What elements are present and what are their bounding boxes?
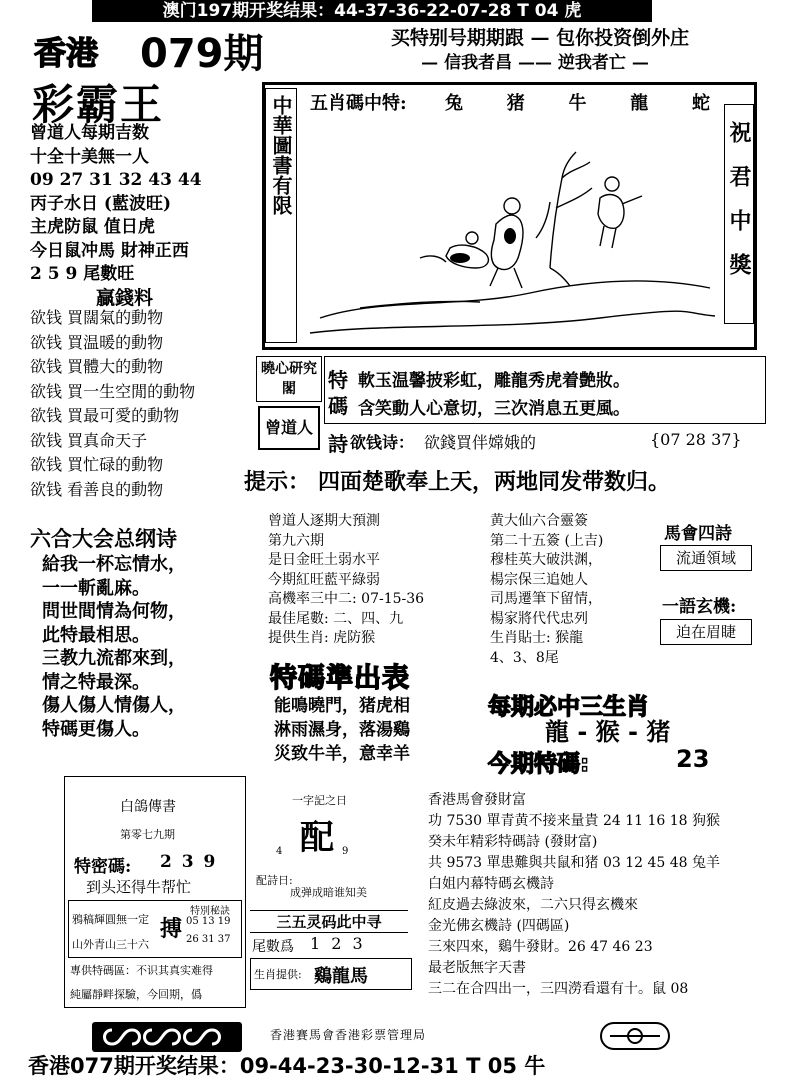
ink-illustration — [300, 118, 720, 343]
special-code-value: 23 — [676, 745, 710, 773]
dream-char: 配 — [300, 818, 334, 858]
forecast-block — [268, 512, 424, 649]
intro-line: 今日鼠冲馬 財神正西 — [30, 240, 189, 261]
top-result-banner: 澳门197期开奖结果：44-37-36-22-07-28 T 04 虎 — [92, 0, 652, 22]
intro-line: 09 27 31 32 43 44 — [30, 170, 202, 190]
pigeon-hidden-num-2: 26 31 37 — [186, 934, 231, 945]
special-out-title: 特碼準出表 — [270, 663, 410, 694]
pigeon-stamp-char: 搏 — [160, 916, 183, 942]
left-vertical-banner — [265, 88, 297, 343]
masthead-region: 香港 — [34, 34, 99, 72]
horse-poem-value: 流通領域 — [660, 545, 752, 571]
hint-text: 四面楚歌奉上天，两地同发带数归。 — [318, 470, 671, 495]
lower-right-line: 最老版無字天書 — [428, 960, 526, 976]
intro-line: 2 5 9 尾數旺 — [30, 264, 135, 284]
forecast-line: 高機率三中二: 07-15-36 — [268, 591, 425, 607]
huang-line: 4、3、8尾 — [490, 649, 559, 666]
lower-right-line: 金光佛玄機詩 (四碼區) — [428, 918, 570, 934]
lower-right-line: 紅皮過去綠波來，二六只得玄機來 — [428, 897, 638, 913]
pigeon-issue: 第零七九期 — [120, 828, 175, 841]
zodiac-item: 牛 — [568, 93, 587, 114]
jockey-club-logo-icon — [602, 1024, 668, 1048]
zodiac-item: 龍 — [630, 93, 649, 114]
footer-strip-text: 香港賽馬會香港彩票管理局 — [270, 1028, 427, 1042]
zodiac-provide-value: 鷄龍馬 — [314, 966, 368, 987]
zodiac-item: 兔 — [445, 93, 463, 114]
pigeon-special-label: 特密碼: — [74, 857, 132, 877]
liuhe-line: 特碼更傷人。 — [42, 718, 150, 740]
five-zodiac-list — [445, 89, 710, 115]
pigeon-phrase-1: 山外青山三十六 — [72, 938, 149, 951]
poem-line-1: 軟玉温馨披彩虹，雕龍秀虎着艶妝。 — [358, 371, 630, 391]
liuhe-line: 一一斬亂麻。 — [42, 577, 150, 599]
poem-line-3: 欲錢買伴嫦娥的 — [424, 433, 537, 452]
five-zodiac-label: 五肖碼中特: — [310, 93, 407, 114]
huang-line: 第二十五簽 (上吉) — [490, 532, 604, 549]
special-out-lines — [274, 694, 410, 766]
huang-line: 楊宗保三追她人 — [490, 571, 588, 588]
poem-line-2: 含笑動人心意切，三次消息五更風。 — [358, 399, 630, 419]
pigeon-title: 白鴿傳書 — [120, 799, 176, 815]
dream-text: 成弹成暗谁知美 — [290, 886, 367, 899]
lower-right-block — [428, 790, 720, 1000]
liuhe-line: 情之特最深。 — [42, 671, 150, 693]
pigeon-special-value: 2 3 9 — [160, 852, 218, 872]
footer-logo-right — [600, 1022, 670, 1050]
huang-line: 司馬遷筆下留情， — [490, 591, 602, 607]
lower-right-line: 香港馬會發財富 — [428, 792, 526, 808]
poem-line-3-label: 欲钱诗： — [350, 433, 415, 452]
zodiac-item: 猪 — [506, 93, 525, 114]
liuhe-line: 三教九流都來到， — [42, 648, 186, 669]
special-code-label: 今期特碼: — [488, 751, 590, 777]
forecast-line: 是日金旺土弱水平 — [268, 552, 380, 568]
tail-value: 1 2 3 — [310, 934, 366, 953]
win-item: 欲钱 買闊氣的動物 — [30, 308, 164, 327]
poem-side-label-3: 詩 — [328, 432, 348, 456]
liuhe-line: 此特最相思。 — [42, 624, 150, 646]
dream-label: 配詩日: — [256, 874, 293, 887]
win-item: 欲钱 買温暖的動物 — [30, 332, 164, 352]
pigeon-exclusive: 專供特碼區：不识其真实难得 — [70, 964, 213, 977]
hint-label: 提示： — [244, 470, 311, 495]
win-item: 欲钱 買最可愛的動物 — [30, 406, 180, 425]
zodiac-item: 蛇 — [692, 93, 710, 114]
dream-title: 一字記之日 — [292, 794, 347, 807]
forecast-line: 今期紅旺藍平綠弱 — [268, 571, 380, 588]
liuhe-title: 六合大会总纲诗 — [30, 526, 177, 551]
huang-block — [490, 512, 603, 668]
lower-right-line: 三二在合四出一，三四澇看還有十。鼠 08 — [428, 981, 689, 997]
liuhe-lines — [42, 553, 186, 741]
huang-line: 黄大仙六合靈簽 — [490, 513, 588, 529]
pigeon-bottom-text: 純屬靜畔探驗，今回期，僞 — [70, 988, 202, 1001]
win-material-list — [30, 306, 195, 502]
poem-side-label-1: 特 — [328, 368, 348, 392]
lower-right-line: 功 7530 單青黄不接来量貴 24 11 16 18 狗猴 — [428, 813, 721, 829]
three-zodiac-animals: 龍 - 猴 - 猪 — [545, 718, 671, 746]
footer-result: 香港077期开奖结果：09-44-23-30-12-31 T 05 牛 — [28, 1054, 546, 1078]
tail-label: 尾數爲 — [252, 939, 294, 955]
lottery-logo-icon — [92, 1022, 242, 1052]
intro-line: 曾道人每期吉数 — [30, 123, 149, 143]
masthead-issue: 079期 — [140, 31, 264, 77]
lower-right-line: 癸未年精彩特碼詩 (發財富) — [428, 834, 598, 850]
lower-right-line: 白姐内幕特碼玄機詩 — [428, 876, 554, 892]
liuhe-line: 問世間情為何物， — [42, 601, 186, 622]
huang-line: 生肖貼士: 猴龍 — [490, 630, 584, 646]
lower-right-line: 三來四來，鷄牛發財。26 47 46 23 — [428, 939, 653, 955]
horse-poem-title: 馬會四詩 — [664, 524, 732, 544]
special-out-line: 能鳴曉門，猪虎相 — [274, 696, 410, 716]
stamp-box-top: 曉心研究閣 — [256, 356, 322, 402]
lower-right-line: 共 9573 單患難與共鼠和猪 03 12 45 48 兔羊 — [428, 855, 721, 871]
win-item: 欲钱 買真命天子 — [30, 430, 148, 450]
win-item: 欲钱 買體大的動物 — [30, 357, 164, 376]
three-zodiac-title: 每期必中三生肖 — [488, 694, 649, 720]
intro-line: 丙子水日 (藍波旺) — [30, 193, 172, 214]
stamp-box-bottom: 曾道人 — [258, 406, 320, 450]
sanwu-title: 三五灵码此中寻 — [250, 910, 408, 933]
one-word-value: 迫在眉睫 — [660, 619, 752, 645]
slogan-line-1: 买特别号期期跟 — 包你投资倒外庄 — [390, 27, 690, 49]
liuhe-line: 傷人傷人情傷人， — [42, 695, 186, 716]
right-vertical-text: 祝君中獎 — [726, 121, 752, 297]
dream-num-left: 4 — [276, 846, 283, 857]
intro-line: 十全十美無一人 — [30, 146, 149, 167]
win-item: 欲钱 買忙碌的動物 — [30, 455, 164, 474]
masthead-brand: 彩霸王 — [32, 80, 165, 129]
win-item: 欲钱 看善良的動物 — [30, 479, 164, 499]
forecast-line: 曾道人逐期大預測 — [268, 513, 380, 529]
forecast-line: 提供生肖: 虎防猴 — [268, 630, 376, 646]
special-out-line: 災致牛羊，意幸羊 — [274, 744, 410, 764]
forecast-line: 第九六期 — [268, 532, 324, 549]
intro-line: 主虎防鼠 值日虎 — [30, 217, 155, 237]
poem-numbers: {07 28 37} — [650, 430, 742, 449]
slogan-line-2: — 信我者昌 —— 逆我者亡 — — [421, 53, 649, 73]
pigeon-hidden-num-1: 05 13 19 — [186, 916, 231, 927]
daily-numbers — [30, 122, 202, 287]
huang-line: 穆桂英大破洪渊， — [490, 552, 602, 568]
pigeon-hidden-label: 特別秘訣 — [190, 906, 230, 917]
win-material-title: 贏錢料 — [96, 287, 154, 309]
win-item: 欲钱 買一生空閒的動物 — [30, 381, 196, 401]
pigeon-phrase-2: 鴉稿輝圓無一定 — [72, 913, 149, 926]
right-vertical-banner — [724, 104, 754, 324]
one-word-title: 一語玄機: — [662, 597, 737, 617]
huang-line: 楊家將代代忠列 — [490, 610, 588, 627]
pigeon-note: 到头还得牛帮忙 — [86, 878, 192, 896]
forecast-line: 最佳尾數: 二、四、九 — [268, 610, 404, 627]
left-vertical-text: 中華圖書有限 — [269, 95, 293, 215]
zodiac-provide-label: 生肖提供: — [254, 968, 302, 981]
dream-num-right: 9 — [342, 846, 349, 857]
liuhe-line: 給我一杯忘情水， — [42, 554, 186, 575]
special-out-line: 淋雨濕身，落湯鷄 — [274, 720, 410, 740]
poem-side-label-2: 碼 — [328, 394, 348, 418]
footer-logo-left — [92, 1022, 242, 1052]
